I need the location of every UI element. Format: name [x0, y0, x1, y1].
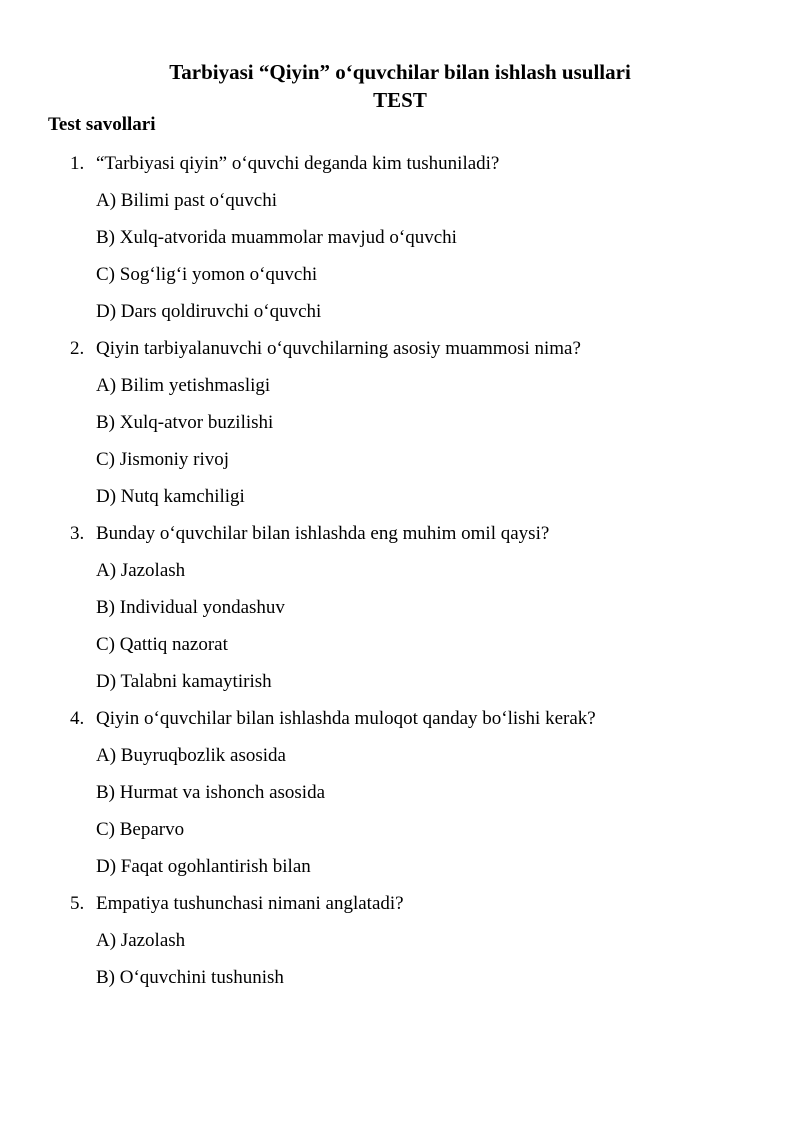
question-item	[0, 704, 800, 889]
answer-option	[0, 963, 800, 1000]
question-number: 2.	[70, 338, 85, 359]
answer-option-text: A) Jazolash	[96, 930, 186, 951]
answer-option	[0, 778, 800, 815]
question-line	[0, 149, 800, 186]
answer-option	[0, 371, 800, 408]
answer-option	[0, 593, 800, 630]
document-subtitle: TEST	[373, 88, 427, 112]
answer-option	[0, 297, 800, 334]
answer-option	[0, 482, 800, 519]
answer-option-text: D) Talabni kamaytirish	[96, 671, 272, 692]
document-title: Tarbiyasi “Qiyin” o‘quvchilar bilan ishlash usullari	[169, 60, 631, 84]
question-line	[0, 334, 800, 371]
answer-option-text: B) O‘quvchini tushunish	[96, 967, 284, 988]
answer-options	[0, 741, 800, 889]
answer-option-text: B) Hurmat va ishonch asosida	[96, 782, 326, 803]
answer-option	[0, 408, 800, 445]
question-number: 5.	[70, 893, 85, 914]
answer-option-text: A) Bilimi past o‘quvchi	[96, 190, 278, 211]
answer-option-text: C) Jismoniy rivoj	[96, 449, 230, 470]
question-item	[0, 519, 800, 704]
answer-option	[0, 445, 800, 482]
question-text: Bunday o‘quvchilar bilan ishlashda eng muhim omil qaysi?	[96, 523, 550, 544]
answer-option	[0, 926, 800, 963]
answer-option-text: B) Xulq-atvor buzilishi	[96, 412, 274, 433]
answer-option	[0, 186, 800, 223]
question-number: 3.	[70, 523, 85, 544]
question-line	[0, 519, 800, 556]
answer-option	[0, 667, 800, 704]
answer-option-text: A) Buyruqbozlik asosida	[96, 745, 286, 766]
question-item	[0, 889, 800, 1000]
question-line	[0, 704, 800, 741]
answer-option	[0, 815, 800, 852]
answer-option-text: B) Xulq-atvorida muammolar mavjud o‘quvchi	[96, 227, 457, 248]
answer-option-text: B) Individual yondashuv	[96, 597, 285, 618]
answer-option	[0, 741, 800, 778]
question-text: “Tarbiyasi qiyin” o‘quvchi deganda kim tushuniladi?	[96, 153, 500, 174]
question-list	[0, 149, 800, 1000]
answer-option	[0, 260, 800, 297]
question-number: 1.	[70, 153, 85, 174]
answer-option-text: A) Bilim yetishmasligi	[96, 375, 271, 396]
question-number: 4.	[70, 708, 85, 729]
question-text: Qiyin o‘quvchilar bilan ishlashda muloqot qanday bo‘lishi kerak?	[96, 708, 596, 729]
question-text: Qiyin tarbiyalanuvchi o‘quvchilarning asosiy muammosi nima?	[96, 338, 581, 359]
question-line	[0, 889, 800, 926]
answer-options	[0, 186, 800, 334]
question-text: Empatiya tushunchasi nimani anglatadi?	[96, 893, 404, 914]
section-heading: Test savollari	[48, 114, 156, 135]
answer-option	[0, 852, 800, 889]
answer-option	[0, 630, 800, 667]
question-item	[0, 149, 800, 334]
answer-option	[0, 223, 800, 260]
answer-option-text: D) Nutq kamchiligi	[96, 486, 245, 507]
answer-option-text: C) Sog‘lig‘i yomon o‘quvchi	[96, 264, 318, 285]
answer-options	[0, 926, 800, 1000]
answer-option	[0, 556, 800, 593]
answer-option-text: C) Qattiq nazorat	[96, 634, 228, 655]
answer-option-text: D) Dars qoldiruvchi o‘quvchi	[96, 301, 322, 322]
question-item	[0, 334, 800, 519]
answer-option-text: C) Beparvo	[96, 819, 185, 840]
answer-option-text: A) Jazolash	[96, 560, 186, 581]
answer-options	[0, 371, 800, 519]
answer-option-text: D) Faqat ogohlantirish bilan	[96, 856, 311, 877]
answer-options	[0, 556, 800, 704]
